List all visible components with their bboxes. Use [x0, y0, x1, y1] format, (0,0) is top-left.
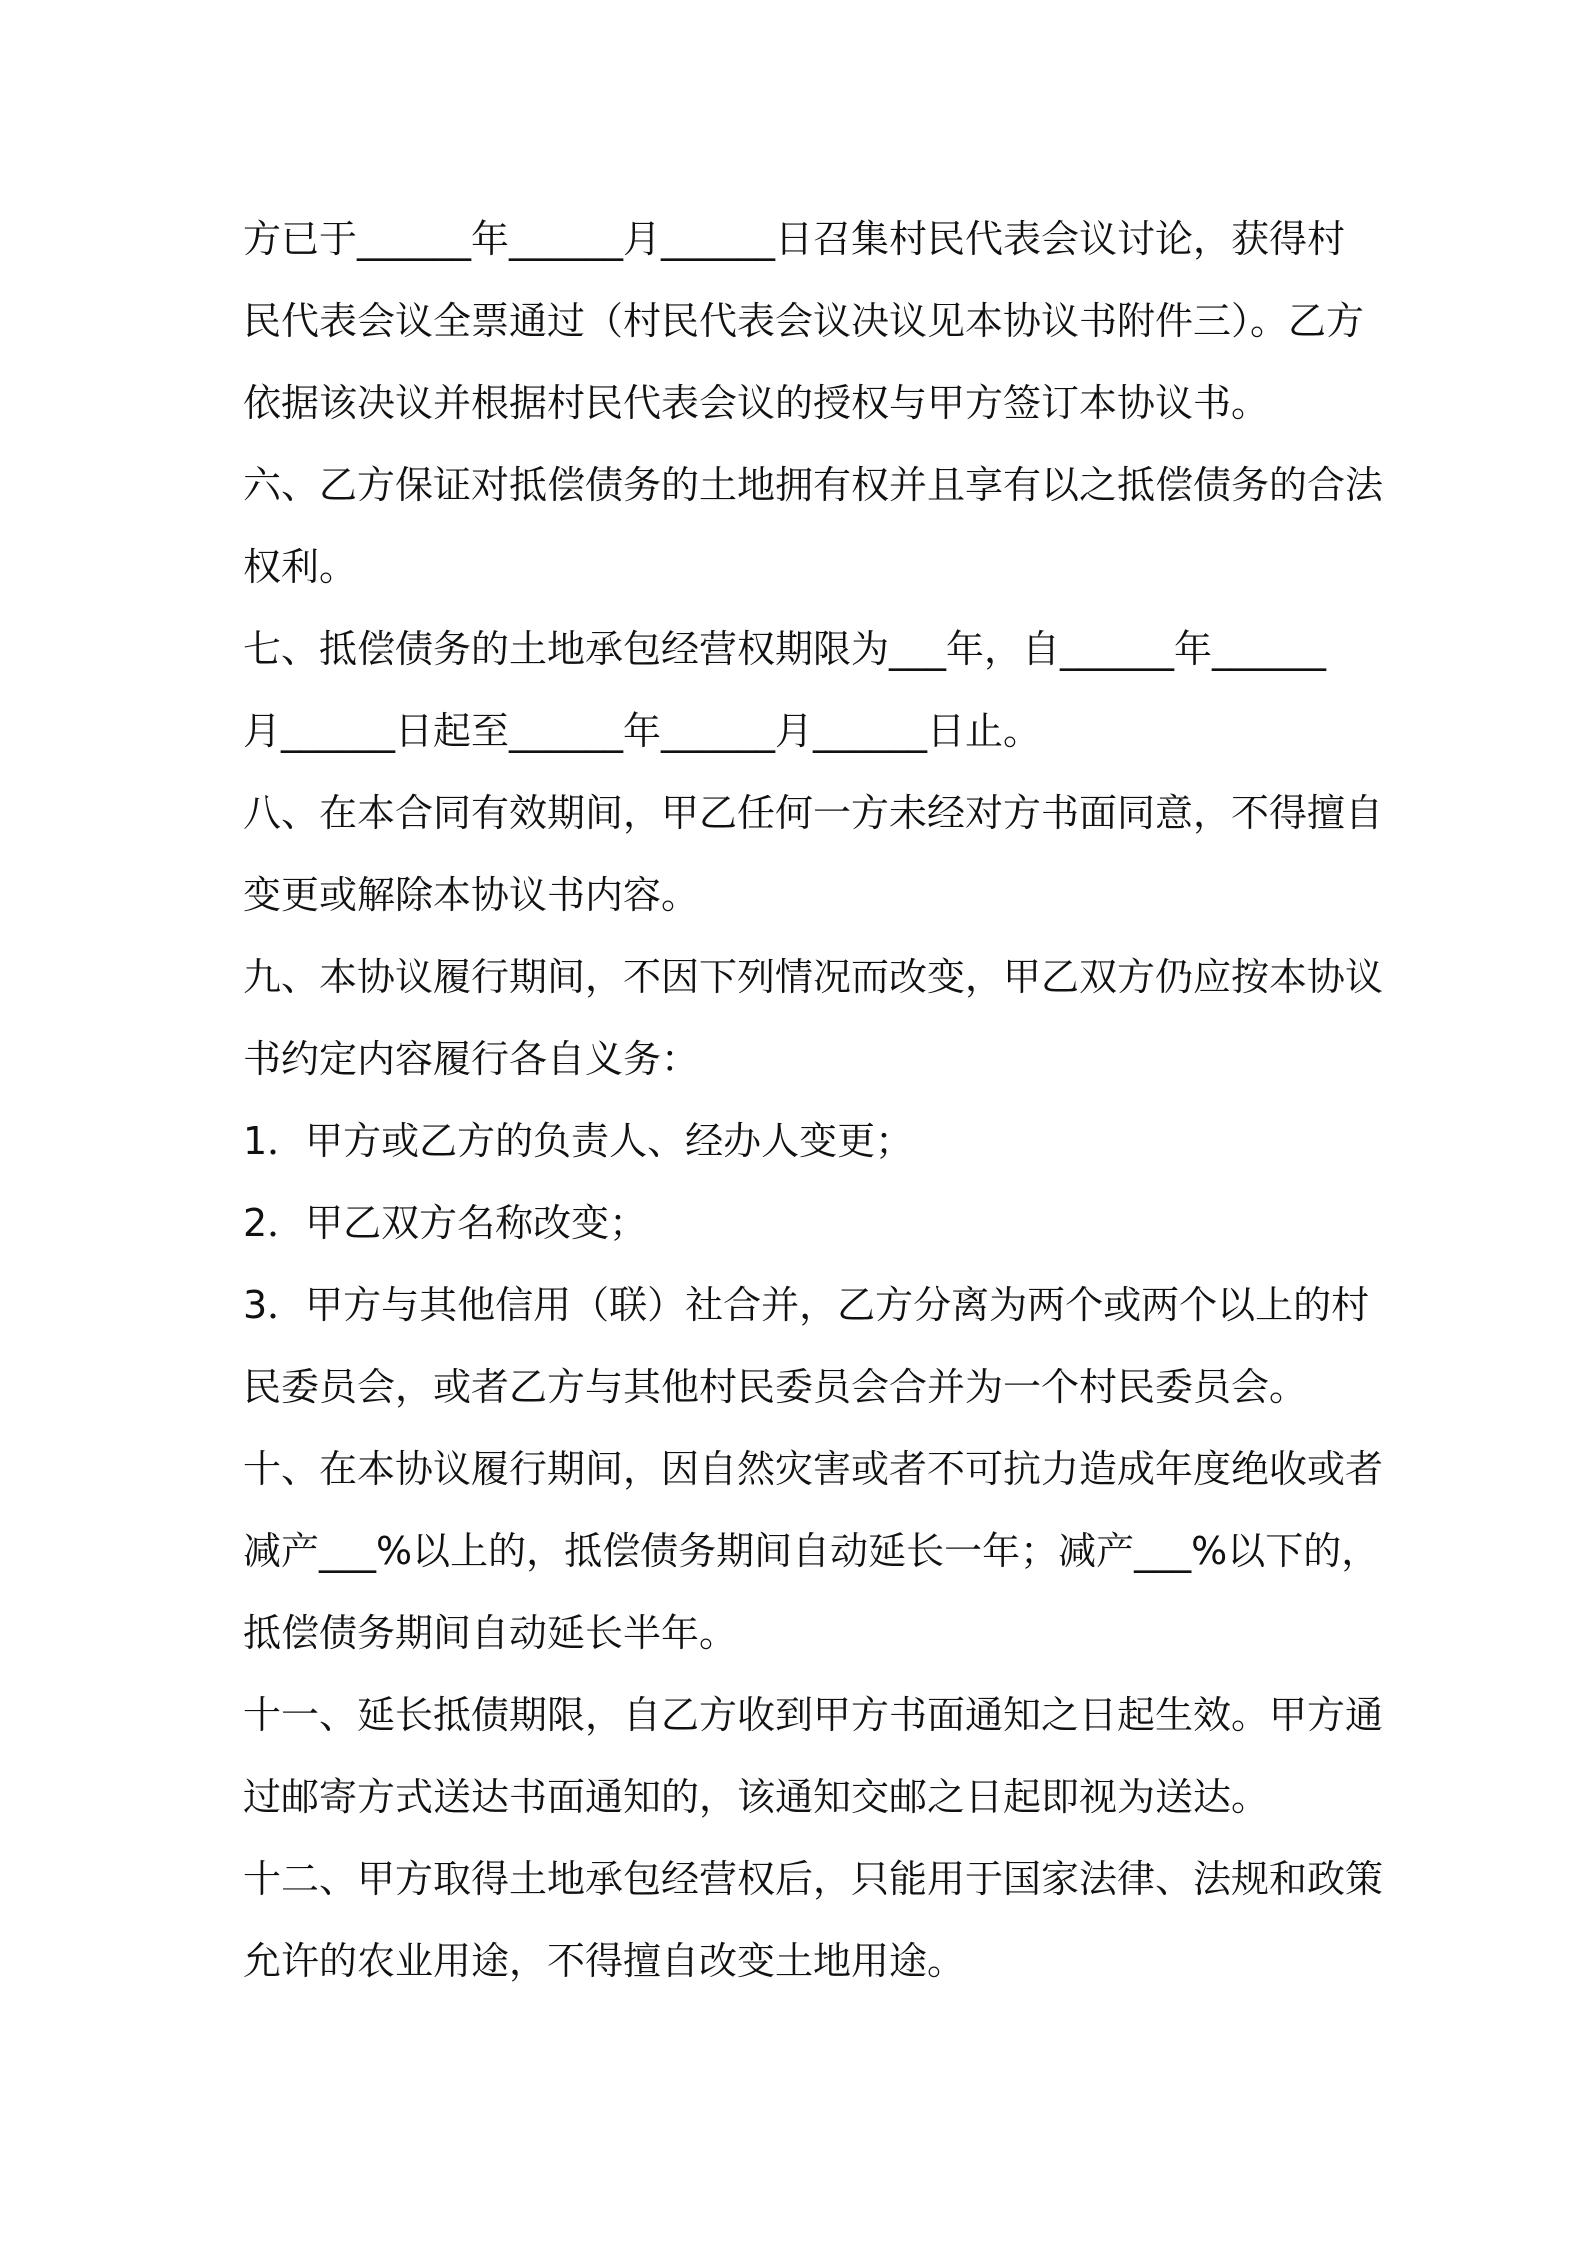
text-line: 3．甲方与其他信用（联）社合并，乙方分离为两个或两个以上的村 — [243, 1283, 1370, 1327]
text-line: 民代表会议全票通过（村民代表会议决议见本协议书附件三）。乙方 — [243, 299, 1365, 343]
text-line: 允许的农业用途，不得擅自改变土地用途。 — [243, 1939, 966, 1983]
document-body — [243, 198, 1384, 2002]
text-line: 1．甲方或乙方的负责人、经办人变更； — [243, 1119, 914, 1163]
text-line: 民委员会，或者乙方与其他村民委员会合并为一个村民委员会。 — [243, 1365, 1308, 1409]
text-line: 十一、延长抵债期限，自乙方收到甲方书面通知之日起生效。甲方通 — [243, 1693, 1384, 1737]
text-line: 过邮寄方式送达书面通知的，该通知交邮之日起即视为送达。 — [243, 1775, 1270, 1819]
text-line: 书约定内容履行各自义务： — [243, 1037, 700, 1081]
text-line: 权利。 — [243, 545, 358, 589]
text-line: 十、在本协议履行期间，因自然灾害或者不可抗力造成年度绝收或者 — [243, 1447, 1384, 1491]
text-line: 减产___%以上的，抵偿债务期间自动延长一年；减产___%以下的， — [243, 1529, 1380, 1573]
text-line: 2．甲乙双方名称改变； — [243, 1201, 648, 1245]
text-line: 方已于______年______月______日召集村民代表会议讨论，获得村 — [243, 217, 1346, 261]
text-line: 八、在本合同有效期间，甲乙任何一方未经对方书面同意，不得擅自 — [243, 791, 1384, 835]
text-line: 六、乙方保证对抵偿债务的土地拥有权并且享有以之抵偿债务的合法 — [243, 463, 1384, 507]
text-line: 抵偿债务期间自动延长半年。 — [243, 1611, 738, 1655]
text-line: 九、本协议履行期间，不因下列情况而改变，甲乙双方仍应按本协议 — [243, 955, 1384, 999]
text-line: 变更或解除本协议书内容。 — [243, 873, 700, 917]
text-line: 月______日起至______年______月______日止。 — [243, 709, 1042, 753]
text-line: 七、抵偿债务的土地承包经营权期限为___年，自______年______ — [243, 627, 1327, 671]
text-line: 十二、甲方取得土地承包经营权后，只能用于国家法律、法规和政策 — [243, 1857, 1384, 1901]
text-line: 依据该决议并根据村民代表会议的授权与甲方签订本协议书。 — [243, 381, 1270, 425]
